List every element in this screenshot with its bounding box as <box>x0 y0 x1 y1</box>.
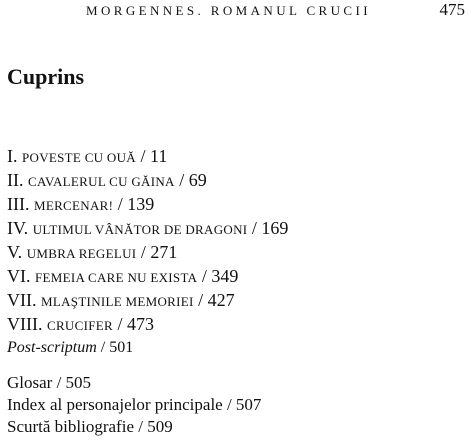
chapter-title: CAVALERUL CU GĂINA <box>28 174 175 189</box>
appendix-entry-glossary: Glosar / 505 <box>7 373 92 392</box>
toc-entry-2 <box>7 168 288 192</box>
chapter-page: / 271 <box>140 242 178 262</box>
chapter-page: / 139 <box>117 194 155 214</box>
chapter-page: / 427 <box>198 290 235 310</box>
toc-entry-1 <box>7 144 288 168</box>
chapter-page: / 11 <box>140 146 168 166</box>
chapter-title: POVESTE CU OUĂ <box>22 150 136 165</box>
contents-heading: Cuprins <box>7 64 85 89</box>
chapter-numeral: IV. <box>7 218 29 238</box>
running-head <box>0 0 471 24</box>
toc-entry-3 <box>7 192 288 216</box>
appendix-entry-bibliography: Scurtă bibliografie / 509 <box>7 417 173 436</box>
chapter-numeral: V. <box>7 242 23 262</box>
appendix-entry-index: Index al personajelor principale / 507 <box>7 395 262 414</box>
toc-entry-6 <box>7 264 288 288</box>
chapter-list <box>7 144 288 360</box>
toc-entry-postscript <box>7 336 288 360</box>
chapter-numeral: III. <box>7 194 30 214</box>
chapter-numeral: I. <box>7 146 18 166</box>
chapter-page: / 349 <box>201 266 239 286</box>
chapter-numeral: VI. <box>7 266 31 286</box>
postscript-page: / 501 <box>100 339 134 356</box>
chapter-title: MERCENAR! <box>33 198 114 213</box>
chapter-page: / 473 <box>117 314 154 334</box>
chapter-title: ULTIMUL VÂNĂTOR DE DRAGONI <box>32 222 248 237</box>
chapter-numeral: VII. <box>7 290 37 310</box>
running-title: MORGENNES. ROMANUL CRUCII <box>86 3 371 18</box>
chapter-numeral: II. <box>7 170 24 190</box>
page-number: 475 <box>439 0 465 19</box>
chapter-title: FEMEIA CARE NU EXISTA <box>35 270 198 285</box>
chapter-title: MLAŞTINILE MEMORIEI <box>41 294 194 309</box>
chapter-title: UMBRA REGELUI <box>26 246 137 261</box>
chapter-page: / 69 <box>179 170 207 190</box>
appendix-list <box>7 372 261 438</box>
chapter-page: / 169 <box>251 218 289 238</box>
chapter-title: CRUCIFER <box>46 318 113 333</box>
toc-entry-8 <box>7 312 288 336</box>
toc-entry-4 <box>7 216 288 240</box>
toc-entry-7 <box>7 288 288 312</box>
toc-entry-5 <box>7 240 288 264</box>
chapter-numeral: VIII. <box>7 314 43 334</box>
postscript-title: Post-scriptum <box>7 339 97 356</box>
